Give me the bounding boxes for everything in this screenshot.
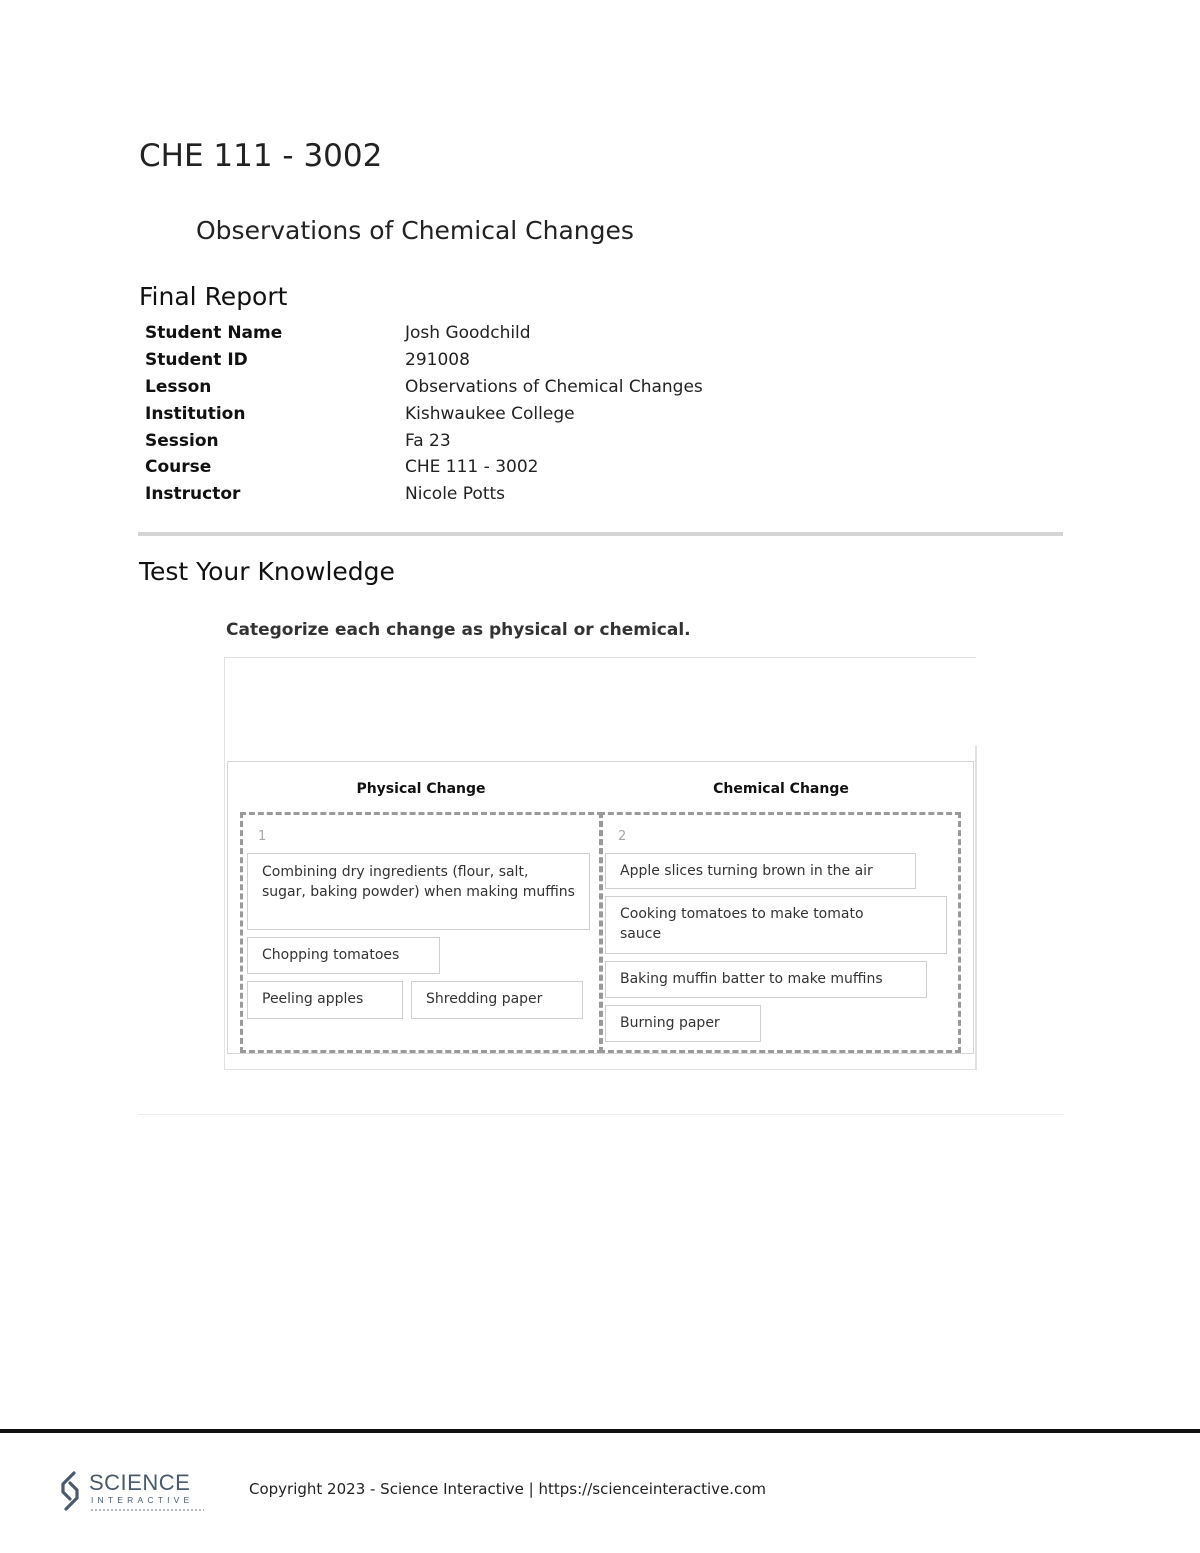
question-prompt: Categorize each change as physical or chemical. <box>226 620 691 640</box>
student-info-table <box>145 320 703 508</box>
info-label: Course <box>145 457 212 478</box>
info-row <box>145 454 703 481</box>
logo-subtext: INTERACTIVE <box>91 1495 194 1505</box>
physical-card-peeling-apples[interactable]: Peeling apples <box>247 981 403 1019</box>
info-row <box>145 400 703 427</box>
physical-change-header: Physical Change <box>356 781 486 797</box>
chemical-card-burning-paper[interactable]: Burning paper <box>605 1005 761 1042</box>
course-title: CHE 111 - 3002 <box>139 138 383 174</box>
info-label: Instructor <box>145 484 241 505</box>
info-row <box>145 427 703 454</box>
info-value: Fa 23 <box>405 430 451 451</box>
footer-rule <box>0 1429 1200 1433</box>
lesson-title: Observations of Chemical Changes <box>196 216 634 245</box>
section-divider <box>138 532 1063 536</box>
test-your-knowledge-heading: Test Your Knowledge <box>139 557 395 586</box>
chemical-card-baking-muffin-batter[interactable]: Baking muffin batter to make muffins <box>605 961 927 998</box>
content-end-divider <box>138 1114 1063 1115</box>
chemical-change-header: Chemical Change <box>713 781 849 797</box>
logo-mark-icon <box>63 1473 77 1509</box>
zone-number: 1 <box>258 829 267 844</box>
info-row <box>145 481 703 508</box>
physical-card-combining-dry-ingredients[interactable]: Combining dry ingredients (flour, salt, sugar, baking powder) when making muffins <box>247 853 590 930</box>
info-value: 291008 <box>405 350 470 371</box>
science-interactive-logo <box>58 1470 208 1514</box>
zone-number: 2 <box>618 829 627 844</box>
copyright-text: Copyright 2023 - Science Interactive | https://scienceinteractive.com <box>249 1480 767 1498</box>
info-row <box>145 347 703 374</box>
physical-card-chopping-tomatoes[interactable]: Chopping tomatoes <box>247 937 440 974</box>
info-value: CHE 111 - 3002 <box>405 457 539 478</box>
chemical-card-cooking-tomatoes[interactable]: Cooking tomatoes to make tomato sauce <box>605 896 947 954</box>
info-value: Kishwaukee College <box>405 403 575 424</box>
info-row <box>145 320 703 347</box>
info-value: Observations of Chemical Changes <box>405 376 703 397</box>
info-label: Lesson <box>145 376 212 397</box>
info-label: Institution <box>145 403 246 424</box>
info-label: Student Name <box>145 323 283 344</box>
logo-text: SCIENCE <box>89 1470 191 1495</box>
final-report-heading: Final Report <box>139 282 288 311</box>
chemical-card-apple-slices-browning[interactable]: Apple slices turning brown in the air <box>605 853 916 889</box>
info-label: Student ID <box>145 350 248 371</box>
info-value: Josh Goodchild <box>405 323 531 344</box>
info-value: Nicole Potts <box>405 484 506 505</box>
info-row <box>145 374 703 401</box>
info-label: Session <box>145 430 219 451</box>
physical-card-shredding-paper[interactable]: Shredding paper <box>411 981 583 1019</box>
